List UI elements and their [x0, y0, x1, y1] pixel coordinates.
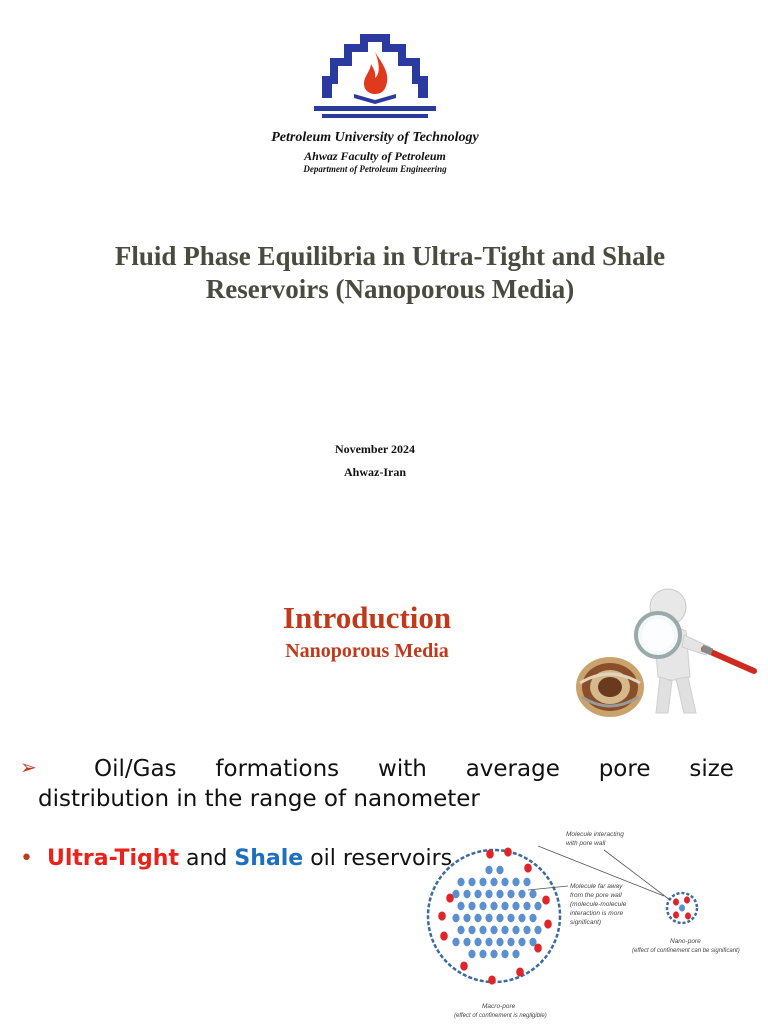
- shale-term: Shale: [234, 846, 304, 871]
- free-molecule-dot: [496, 866, 503, 875]
- free-molecule-dot: [468, 878, 475, 887]
- free-molecule-dot: [512, 950, 519, 959]
- free-molecule-dot: [518, 938, 525, 947]
- free-molecule-dot: [485, 890, 492, 899]
- away-label-line: interaction is more: [570, 910, 624, 917]
- free-molecule-dot: [468, 902, 475, 911]
- wall-molecule-dot: [486, 849, 494, 858]
- ultra-tight-term: Ultra-Tight: [46, 846, 179, 871]
- bullet2-text: [20, 846, 453, 880]
- free-molecule-dot: [490, 878, 497, 887]
- free-molecule-dot: [490, 902, 497, 911]
- free-molecule-dot: [479, 926, 486, 935]
- presentation-title: Fluid Phase Equilibria in Ultra-Tight and Shale Reservoirs (Nanoporous Media): [114, 241, 666, 304]
- free-molecule-dot: [512, 902, 519, 911]
- away-label-line: significant): [570, 919, 602, 926]
- wall-molecule-dot: [673, 911, 679, 918]
- free-molecule-dot: [468, 926, 475, 935]
- free-molecule-dot: [479, 950, 486, 959]
- free-molecule-dot: [474, 938, 481, 947]
- free-molecule-dot: [457, 902, 464, 911]
- free-molecule-dot: [496, 890, 503, 899]
- bullet1-word: average: [465, 756, 560, 782]
- free-molecule-dot: [452, 890, 459, 899]
- free-molecule-dot: [512, 878, 519, 887]
- free-molecule-dot: [534, 926, 541, 935]
- free-molecule-dot: [490, 926, 497, 935]
- macro-pore-circle: [428, 850, 560, 982]
- bullet1-line1: [94, 756, 734, 782]
- free-molecule-dot: [679, 904, 685, 911]
- free-molecule-dot: [507, 890, 514, 899]
- department-name: Department of Petroleum Engineering: [303, 164, 447, 174]
- free-molecule-dot: [463, 914, 470, 923]
- wall-molecule-dot: [544, 919, 552, 928]
- bullet1-word: size: [689, 756, 734, 782]
- presentation-date: November 2024: [334, 442, 416, 456]
- away-label-line: from the pore wall: [570, 892, 622, 899]
- free-molecule-dot: [501, 926, 508, 935]
- free-molecule-dot: [490, 950, 497, 959]
- wall-molecule-dot: [440, 931, 448, 940]
- nano-label-line: Nano-pore: [670, 938, 701, 945]
- free-molecule-dot: [485, 914, 492, 923]
- wall-molecule-dot: [438, 911, 446, 920]
- free-molecule-dot: [485, 938, 492, 947]
- university-logo: [314, 28, 436, 120]
- bullet2-rest: oil reservoirs: [303, 846, 453, 871]
- free-molecule-dot: [529, 890, 536, 899]
- free-molecule-dot: [518, 914, 525, 923]
- wall-molecule-dot: [542, 895, 550, 904]
- free-molecule-dot: [468, 950, 475, 959]
- bullet1-word: with: [378, 756, 427, 782]
- institution-name: Petroleum University of Technology: [271, 130, 479, 145]
- free-molecule-dot: [501, 950, 508, 959]
- free-molecule-dot: [479, 878, 486, 887]
- wall-molecule-dot: [524, 863, 532, 872]
- free-molecule-dot: [507, 938, 514, 947]
- free-molecule-dot: [474, 914, 481, 923]
- bullet1-word: Oil/Gas: [94, 756, 177, 782]
- free-molecule-dot: [534, 902, 541, 911]
- section-subheading: Nanoporous Media: [285, 640, 449, 662]
- macro-label-line: Macro-pore: [482, 1003, 516, 1010]
- free-molecule-dot: [523, 902, 530, 911]
- free-molecule-dot: [479, 902, 486, 911]
- away-label-line: Molecule far away: [570, 883, 623, 890]
- free-molecule-dot: [501, 878, 508, 887]
- free-molecule-dot: [518, 890, 525, 899]
- wall-molecule-dot: [685, 912, 691, 919]
- free-molecule-dot: [463, 938, 470, 947]
- free-molecule-dot: [501, 902, 508, 911]
- wall-molecule-dot: [516, 967, 524, 976]
- free-molecule-dot: [523, 878, 530, 887]
- bullet1-word: pore: [598, 756, 651, 782]
- free-molecule-dot: [496, 914, 503, 923]
- arrow-bullet-icon: ➢: [20, 755, 37, 779]
- free-molecule-dot: [529, 938, 536, 947]
- nanostructure-ball-icon: [576, 657, 644, 717]
- wall-molecule-dot: [504, 847, 512, 856]
- pore-size-diagram: [424, 820, 768, 1024]
- faculty-name: Ahwaz Faculty of Petroleum: [304, 149, 446, 163]
- free-molecule-dot: [452, 938, 459, 947]
- free-molecule-dot: [463, 890, 470, 899]
- bullet1-word: formations: [215, 756, 340, 782]
- bullet-dot-icon: •: [20, 846, 33, 871]
- wall-label-line: with pore wall: [566, 840, 606, 847]
- wall-molecule-dot: [460, 961, 468, 970]
- wall-molecule-dot: [673, 898, 679, 905]
- away-label-line: (molecule-molecule: [570, 901, 627, 908]
- free-molecule-dot: [529, 914, 536, 923]
- section-heading: Introduction: [282, 600, 452, 635]
- bullet1-line2: distribution in the range of nanometer: [38, 786, 480, 812]
- wall-molecule-dot: [488, 975, 496, 984]
- free-molecule-dot: [512, 926, 519, 935]
- free-molecule-dot: [457, 926, 464, 935]
- magnifier-person-illustration: [572, 585, 758, 721]
- nano-label-line: (effect of confinement can be significant): [632, 948, 740, 954]
- bullet2-and: and: [178, 846, 235, 871]
- free-molecule-dot: [496, 938, 503, 947]
- free-molecule-dot: [452, 914, 459, 923]
- free-molecule-dot: [507, 914, 514, 923]
- macro-label-line: (effect of confinement is negligible): [454, 1013, 547, 1019]
- person-with-magnifier-icon: [636, 589, 754, 713]
- free-molecule-dot: [457, 878, 464, 887]
- free-molecule-dot: [523, 926, 530, 935]
- free-molecule-dot: [474, 890, 481, 899]
- wall-molecule-dot: [684, 896, 690, 903]
- free-molecule-dot: [485, 866, 492, 875]
- presentation-place: Ahwaz-Iran: [344, 465, 406, 479]
- wall-label-line: Molecule interacting: [566, 831, 624, 838]
